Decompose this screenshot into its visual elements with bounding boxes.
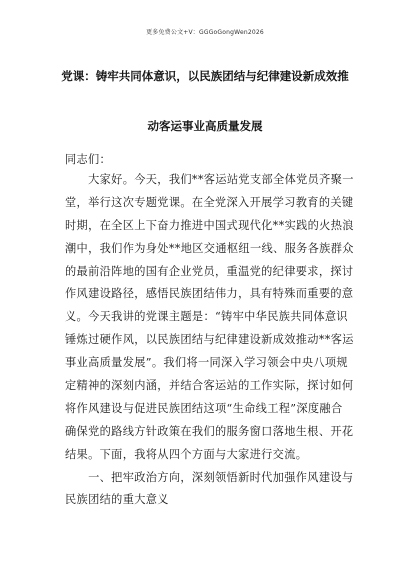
paragraph-line: 定精神的深刻内涵，并结合客运站的工作实际，探讨如何 [65, 379, 354, 393]
paragraph-line: 结果。下面，我将从四个方面与大家进行交流。 [65, 447, 308, 461]
paragraph-line: 潮中，我们作为身处**地区交通枢纽一线、服务各族群众 [65, 241, 354, 255]
section-heading-line: 一、把牢政治方向，深刻领悟新时代加强作风建设与 [65, 470, 354, 484]
greeting: 同志们： [65, 153, 111, 166]
paragraph-line: 事业高质量发展”。我们将一同深入学习领会中央八项规 [65, 356, 348, 370]
paragraph-line: 的最前沿阵地的国有企业党员，重温党的纪律要求，探讨 [65, 264, 354, 278]
document-title-line-2: 动客运事业高质量发展 [147, 119, 263, 133]
paragraph-line: 大家好。今天，我们**客运站党支部全体党员齐聚一 [65, 173, 354, 186]
document-title-line-1: 党课：铸牢共同体意识，以民族团结与纪律建设新成效推 [61, 69, 349, 83]
paragraph-line: 时期，在全区上下奋力推进中国式现代化**实践的火热浪 [65, 218, 354, 232]
section-heading-line: 民族团结的重大意义 [65, 493, 169, 507]
paragraph-line: 堂，举行这次专题党课。在全党深入开展学习教育的关键 [65, 195, 354, 209]
paragraph-line: 将作风建设与促进民族团结这项“生命线工程”深度融合 [65, 401, 343, 415]
paragraph-line: 锤炼过硬作风，以民族团结与纪律建设新成效推动**客运 [65, 333, 354, 347]
body-paragraph [65, 169, 354, 512]
header-note: 更多免费公文+V：GGGoGongWen2026 [146, 29, 264, 36]
paragraph-line: 确保党的路线方针政策在我们的服务窗口落地生根、开花 [65, 424, 354, 438]
paragraph-line: 作风建设路径，感悟民族团结伟力，具有特殊而重要的意 [65, 287, 354, 301]
paragraph-line: 义。今天我讲的党课主题是：“铸牢中华民族共同体意识 [65, 310, 348, 324]
